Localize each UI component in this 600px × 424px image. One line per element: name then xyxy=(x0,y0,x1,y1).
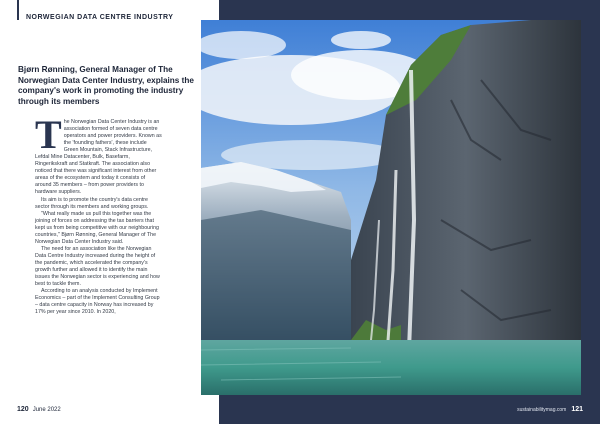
issue-date: June 2022 xyxy=(32,407,61,413)
paragraph-2: Its aim is to promote the country's data centre sector through its members and working groups. xyxy=(35,196,149,210)
paragraph-1 xyxy=(35,112,162,197)
drop-cap: T xyxy=(35,112,62,157)
paragraph-1-text: he Norwegian Data Center Industry is an association formed of seven data centre operators and power providers. Known as the 'founding fathers', these include Green Mountain, Stack Infrastructure, Lefdal Mine Datacenter, Bulk, Basefarm, Ringerikskraft and Statkraft. The association also noticed that there was significant interest from other areas of the ecosystem and today it consists of around 35 members – from power providers to hardware suppliers. xyxy=(35,119,162,196)
right-page-number: 121 xyxy=(571,406,583,413)
left-folio xyxy=(17,406,61,413)
right-folio xyxy=(517,406,583,413)
paragraph-4: The need for an association like the Norwegian Data Centre Industry increased during the height of the pandemic, which accelerated the company's growth further and allowed it to identify the main issues the Norwegian sector is experiencing and how best to tackle them. xyxy=(35,245,160,288)
left-page xyxy=(0,0,219,424)
left-page-number: 120 xyxy=(17,406,29,413)
article-body xyxy=(35,112,162,316)
standfirst: Bjørn Rønning, General Manager of The Norwegian Data Center Industry, explains the company's work in promoting the industry through its members xyxy=(18,65,194,106)
section-rule xyxy=(17,0,19,20)
site-url: sustainabilitymag.com xyxy=(517,407,567,413)
section-title: NORWEGIAN DATA CENTRE INDUSTRY xyxy=(26,14,174,21)
paragraph-5: According to an analysis conducted by Implement Economics – part of the Implement Consulting Group – data centre capacity in Norway has increased by 17% per year since 2010. In 2020, xyxy=(35,288,160,316)
paragraph-3: "What really made us pull this together was the joining of forces on addressing the tax barriers that kept us from being competitive with our neighbouring countries," Bjørn Rønning, General Manager of The Norwegian Data Center Industry said. xyxy=(35,210,159,245)
fjord-waterfall-photo xyxy=(201,20,581,395)
